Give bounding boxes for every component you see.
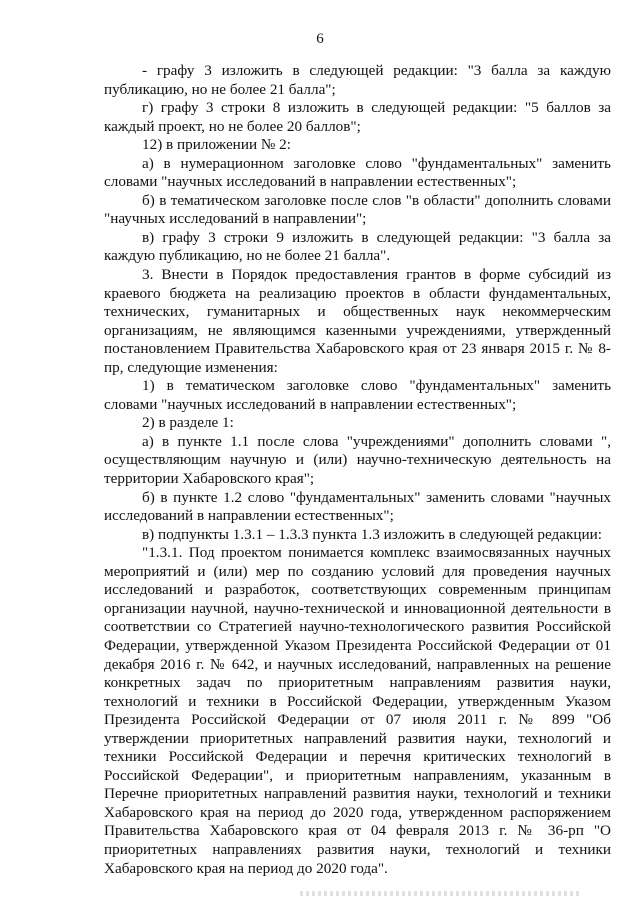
paragraph: в) подпункты 1.3.1 – 1.3.3 пункта 1.3 изложить в следующей редакции: xyxy=(142,525,602,543)
paragraph: б) в тематическом заголовке после слов "в области" дополнить словами "научных исследований в направлении"; xyxy=(104,191,611,228)
paragraph: - графу 3 изложить в следующей редакции: "3 балла за каждую публикацию, но не более 21 балла"; xyxy=(104,62,611,98)
paragraph: а) в нумерационном заголовке слово "фундаментальных" заменить словами "научных исследований в направлении естественных"; xyxy=(104,154,611,191)
paragraph: "1.3.1. Под проектом понимается комплекс взаимосвязанных научных мероприятий и (или) мер по созданию условий для проведения научных исследований и разработок, соответствующих современным принципам организации научной, научно-технической и инновационной деятельности в соответствии со Стратегией научно-технологического развития Российской Федерации, утвержденной Указом Президента Российской Федерации от 01 декабря 2016 г. № 642, и научных исследований, направленных на решение конкретных задач по приоритетным направлениям развития науки, технологий и техники в Российской Федерации, утвержденным Указом Президента Российской Федерации от 07 июля 2011 г. № 899 "Об утверждении приоритетных направлений развития науки, технологий и техники Российской Федерации и перечня критических технологий в Российской Федерации", и приоритетным направлениям, указанным в Перечне приоритетных направлений развития науки, технологий и техники Хабаровского края на период до 2020 года, утвержденном распоряжением Правительства Хабаровского края от 04 февраля 2013 г. № 36-рп "О приоритетных направлениях развития науки, технологий и техники Хабаровского края на период до 2020 года". xyxy=(104,544,611,877)
paragraph: 12) в приложении № 2: xyxy=(142,136,291,154)
paragraph: б) в пункте 1.2 слово "фундаментальных" заменить словами "научных исследований в направлении естественных"; xyxy=(104,488,611,525)
paragraph: г) графу 3 строки 8 изложить в следующей редакции: "5 баллов за каждый проект, но не более 20 баллов"; xyxy=(104,99,611,135)
paragraph: а) в пункте 1.1 после слова "учреждениями" дополнить словами ", осуществляющим научную и (или) научно-техническую деятельность на территории Хабаровского края"; xyxy=(104,432,611,488)
document-body xyxy=(104,62,611,878)
paragraph: 2) в разделе 1: xyxy=(142,414,234,432)
paragraph: в) графу 3 строки 9 изложить в следующей редакции: "3 балла за каждую публикацию, но не более 21 балла". xyxy=(104,228,611,265)
paragraph: 3. Внести в Порядок предоставления грантов в форме субсидий из краевого бюджета на реализацию проектов в области фундаментальных, технических, гуманитарных и общественных наук некоммерческим организациям, не являющимся казенными учреждениями, утвержденный постановлением Правительства Хабаровского края от 23 января 2015 г. № 8-пр, следующие изменения: xyxy=(104,266,611,376)
page-number: 6 xyxy=(316,31,324,47)
paragraph: 1) в тематическом заголовке слово "фундаментальных" заменить словами "научных исследований в направлении естественных"; xyxy=(104,377,611,413)
scan-artifact xyxy=(300,891,580,896)
